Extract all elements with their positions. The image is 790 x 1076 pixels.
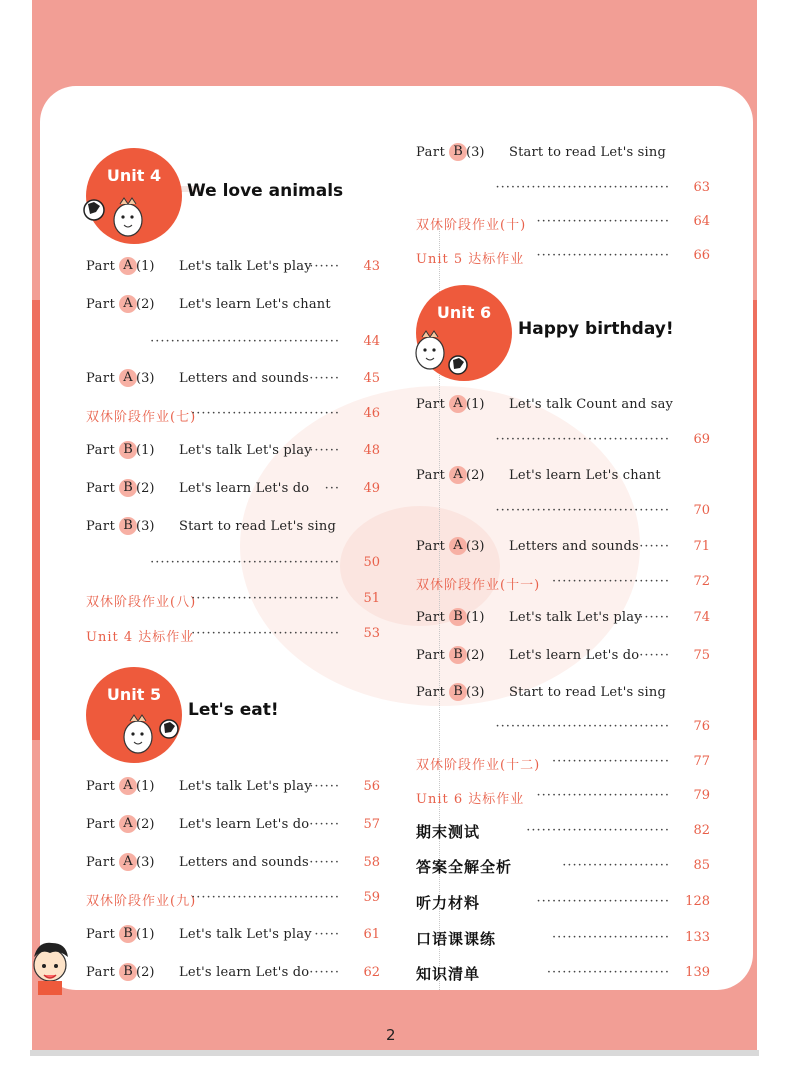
unit6-label: Unit 6 [436, 303, 492, 322]
entry-page-number: 128 [685, 894, 710, 909]
entry-leader-dots: ·································· [495, 432, 670, 447]
entry-leader-dots: ······ [639, 648, 670, 663]
entry-leader-dots: ·························· [536, 894, 670, 909]
entry-page-number: 48 [363, 443, 380, 458]
entry-section-number: (1) [136, 259, 155, 274]
entry-part-label: Part [86, 259, 116, 274]
entry-section-number: (3) [136, 855, 155, 870]
entry-part-label: Part [86, 927, 116, 942]
entry-exercise-title: Unit 4 达标作业 [86, 630, 195, 645]
toc-entry[interactable] [416, 180, 710, 200]
entry-page-number: 63 [693, 180, 710, 195]
entry-leader-dots: ······ [309, 443, 340, 458]
toc-entry[interactable] [86, 259, 380, 279]
entry-part-label: Part [86, 965, 116, 980]
entry-page-number: 62 [363, 965, 380, 980]
toc-entry[interactable] [86, 591, 380, 611]
entry-exercise-title: 双休阶段作业(十二) [416, 758, 541, 773]
entry-page-number: 50 [363, 555, 380, 570]
entry-section-title: 口语课课练 [416, 930, 497, 948]
entry-part-label: Part [86, 779, 116, 794]
toc-entry[interactable] [416, 719, 710, 739]
entry-section-number: (2) [136, 297, 155, 312]
entry-part-label: Part [86, 481, 116, 496]
entry-part-label: Part [416, 145, 446, 160]
entry-section-title: 听力材料 [416, 894, 481, 912]
entry-leader-dots: ······· [634, 610, 670, 625]
entry-part-label: Part [416, 610, 446, 625]
page-shadow [30, 1050, 759, 1056]
entry-part-letter-badge: B [449, 683, 467, 701]
entry-section-title: 知识清单 [416, 965, 481, 983]
toc-entry[interactable] [416, 788, 710, 808]
entry-page-number: 45 [363, 371, 380, 386]
entry-leader-dots: ··· [324, 481, 340, 496]
entry-page-number: 58 [363, 855, 380, 870]
entry-title: Let's talk Let's play [179, 443, 312, 458]
toc-entry[interactable] [416, 574, 710, 594]
entry-leader-dots: ······················· [551, 574, 670, 589]
entry-page-number: 69 [693, 432, 710, 447]
entry-title: Letters and sounds [509, 539, 639, 554]
entry-page-number: 133 [685, 930, 710, 945]
entry-section-number: (3) [466, 539, 485, 554]
entry-section-title: 答案全解全析 [416, 858, 513, 876]
entry-section-number: (1) [136, 443, 155, 458]
entry-section-number: (2) [466, 468, 485, 483]
entry-page-number: 64 [693, 214, 710, 229]
toc-entry[interactable] [86, 443, 380, 463]
entry-page-number: 61 [363, 927, 380, 942]
entry-part-letter-badge: B [119, 925, 137, 943]
toc-entry[interactable] [416, 965, 710, 985]
entry-part-label: Part [86, 817, 116, 832]
cartoon-kid-icon [28, 935, 78, 995]
entry-part-label: Part [416, 648, 446, 663]
entry-part-label: Part [86, 297, 116, 312]
entry-title: Start to read Let's sing [509, 685, 666, 700]
entry-part-letter-badge: B [119, 479, 137, 497]
entry-leader-dots: ·························· [536, 248, 670, 263]
entry-part-letter-badge: A [119, 815, 137, 833]
entry-leader-dots: ······················· [551, 754, 670, 769]
entry-section-number: (3) [466, 685, 485, 700]
entry-exercise-title: Unit 6 达标作业 [416, 792, 525, 807]
entry-title: Start to read Let's sing [179, 519, 336, 534]
toc-entry[interactable] [86, 334, 380, 354]
entry-page-number: 66 [693, 248, 710, 263]
entry-title: Let's talk Let's play [179, 927, 312, 942]
entry-section-number: (2) [136, 817, 155, 832]
entry-part-letter-badge: B [449, 646, 467, 664]
entry-page-number: 139 [685, 965, 710, 980]
entry-page-number: 44 [363, 334, 380, 349]
toc-entry[interactable] [416, 503, 710, 523]
entry-title: Let's learn Let's chant [179, 297, 331, 312]
entry-part-letter-badge: A [119, 295, 137, 313]
entry-part-label: Part [86, 371, 116, 386]
entry-page-number: 79 [693, 788, 710, 803]
entry-part-label: Part [416, 397, 446, 412]
entry-title: Let's learn Let's chant [509, 468, 661, 483]
entry-section-number: (2) [136, 965, 155, 980]
entry-leader-dots: ······ [309, 965, 340, 980]
entry-title: Let's learn Let's do [509, 648, 640, 663]
entry-page-number: 75 [693, 648, 710, 663]
entry-leader-dots: ······················· [551, 930, 670, 945]
toc-entry[interactable] [416, 754, 710, 774]
entry-exercise-title: 双休阶段作业(十一) [416, 578, 541, 593]
cartoon-animal-icon [412, 327, 482, 387]
entry-leader-dots: ····· [314, 927, 340, 942]
entry-title: Letters and sounds [179, 371, 309, 386]
entry-leader-dots: ····························· [191, 626, 340, 641]
toc-entry[interactable] [416, 648, 710, 668]
entry-page-number: 82 [693, 823, 710, 838]
toc-entry[interactable] [86, 297, 380, 317]
entry-page-number: 85 [693, 858, 710, 873]
unit4-title: We love animals [187, 181, 344, 201]
toc-entry[interactable] [416, 145, 710, 165]
entry-part-label: Part [416, 539, 446, 554]
entry-part-letter-badge: B [119, 441, 137, 459]
entry-title: Let's learn Let's do [179, 481, 310, 496]
entry-leader-dots: ····························· [191, 406, 340, 421]
entry-title: Start to read Let's sing [509, 145, 666, 160]
entry-page-number: 56 [363, 779, 380, 794]
toc-entry[interactable] [86, 855, 380, 875]
entry-leader-dots: ······ [309, 817, 340, 832]
entry-title: Letters and sounds [179, 855, 309, 870]
entry-page-number: 71 [693, 539, 710, 554]
entry-part-label: Part [86, 443, 116, 458]
entry-part-letter-badge: A [119, 257, 137, 275]
entry-page-number: 43 [363, 259, 380, 274]
toc-entry[interactable] [86, 481, 380, 501]
entry-title: Let's talk Let's play [179, 779, 312, 794]
toc-entry[interactable] [86, 965, 380, 985]
entry-page-number: 49 [363, 481, 380, 496]
unit6-title: Happy birthday! [518, 319, 674, 339]
entry-exercise-title: 双休阶段作业(十) [416, 218, 527, 233]
entry-leader-dots: ·························· [536, 788, 670, 803]
entry-leader-dots: ····························· [191, 591, 340, 606]
toc-entry[interactable] [416, 539, 710, 559]
toc-entry[interactable] [86, 555, 380, 575]
entry-part-letter-badge: A [449, 466, 467, 484]
entry-part-letter-badge: A [119, 777, 137, 795]
toc-entry[interactable] [416, 397, 710, 417]
toc-entry[interactable] [86, 406, 380, 426]
entry-part-label: Part [86, 519, 116, 534]
cartoon-animal-icon [80, 190, 150, 250]
entry-page-number: 72 [693, 574, 710, 589]
toc-entry[interactable] [416, 468, 710, 488]
entry-leader-dots: ·································· [495, 180, 670, 195]
cartoon-animal-icon [114, 707, 184, 767]
toc-entry[interactable] [86, 519, 380, 539]
entry-leader-dots: ····································· [150, 555, 340, 570]
entry-section-number: (2) [466, 648, 485, 663]
entry-leader-dots: ····························· [191, 890, 340, 905]
entry-part-letter-badge: B [119, 963, 137, 981]
toc-entry[interactable] [86, 779, 380, 799]
entry-section-number: (3) [136, 519, 155, 534]
entry-page-number: 76 [693, 719, 710, 734]
toc-entry[interactable] [86, 890, 380, 910]
entry-page-number: 46 [363, 406, 380, 421]
entry-part-letter-badge: A [449, 395, 467, 413]
entry-part-letter-badge: A [119, 853, 137, 871]
entry-leader-dots: ························ [546, 965, 670, 980]
entry-exercise-title: 双休阶段作业(九) [86, 894, 197, 909]
entry-title: Let's talk Let's play [179, 259, 312, 274]
entry-part-letter-badge: B [119, 517, 137, 535]
entry-part-label: Part [416, 468, 446, 483]
entry-leader-dots: ····································· [150, 334, 340, 349]
entry-leader-dots: ······ [309, 779, 340, 794]
toc-entry[interactable] [416, 930, 710, 950]
entry-leader-dots: ·································· [495, 719, 670, 734]
entry-leader-dots: ····················· [562, 858, 670, 873]
entry-page-number: 74 [693, 610, 710, 625]
entry-page-number: 53 [363, 626, 380, 641]
entry-leader-dots: ·································· [495, 503, 670, 518]
toc-entry[interactable] [416, 432, 710, 452]
entry-exercise-title: 双休阶段作业(八) [86, 595, 197, 610]
toc-entry[interactable] [416, 858, 710, 878]
entry-page-number: 59 [363, 890, 380, 905]
entry-part-letter-badge: B [449, 143, 467, 161]
entry-title: Let's learn Let's do [179, 965, 310, 980]
entry-leader-dots: ······ [639, 539, 670, 554]
entry-part-label: Part [416, 685, 446, 700]
entry-title: Let's talk Count and say [509, 397, 674, 412]
entry-exercise-title: Unit 5 达标作业 [416, 252, 525, 267]
unit5-title: Let's eat! [188, 700, 279, 720]
entry-page-number: 51 [363, 591, 380, 606]
entry-page-number: 77 [693, 754, 710, 769]
entry-part-letter-badge: A [119, 369, 137, 387]
entry-exercise-title: 双休阶段作业(七) [86, 410, 197, 425]
entry-section-number: (2) [136, 481, 155, 496]
entry-section-number: (1) [136, 927, 155, 942]
entry-title: Let's talk Let's play [509, 610, 642, 625]
entry-page-number: 57 [363, 817, 380, 832]
toc-entry[interactable] [416, 610, 710, 630]
toc-entry[interactable] [416, 248, 710, 268]
entry-leader-dots: ·························· [536, 214, 670, 229]
entry-section-title: 期末测试 [416, 823, 481, 841]
toc-entry[interactable] [416, 685, 710, 705]
entry-section-number: (3) [136, 371, 155, 386]
toc-entry[interactable] [416, 894, 710, 914]
entry-leader-dots: ······ [309, 371, 340, 386]
entry-leader-dots: ······ [309, 259, 340, 274]
toc-entry[interactable] [86, 817, 380, 837]
toc-entry[interactable] [86, 927, 380, 947]
unit5-label: Unit 5 [106, 685, 162, 704]
entry-section-number: (1) [136, 779, 155, 794]
entry-title: Let's learn Let's do [179, 817, 310, 832]
toc-entry[interactable] [86, 371, 380, 391]
entry-page-number: 70 [693, 503, 710, 518]
page-number: 2 [386, 1026, 396, 1044]
unit4-label: Unit 4 [106, 166, 162, 185]
toc-entry[interactable] [416, 214, 710, 234]
toc-entry[interactable] [86, 626, 380, 646]
entry-part-letter-badge: A [449, 537, 467, 555]
entry-part-letter-badge: B [449, 608, 467, 626]
entry-leader-dots: ···························· [526, 823, 670, 838]
entry-section-number: (3) [466, 145, 485, 160]
entry-leader-dots: ······ [309, 855, 340, 870]
entry-part-label: Part [86, 855, 116, 870]
toc-entry[interactable] [416, 823, 710, 843]
entry-section-number: (1) [466, 397, 485, 412]
entry-section-number: (1) [466, 610, 485, 625]
